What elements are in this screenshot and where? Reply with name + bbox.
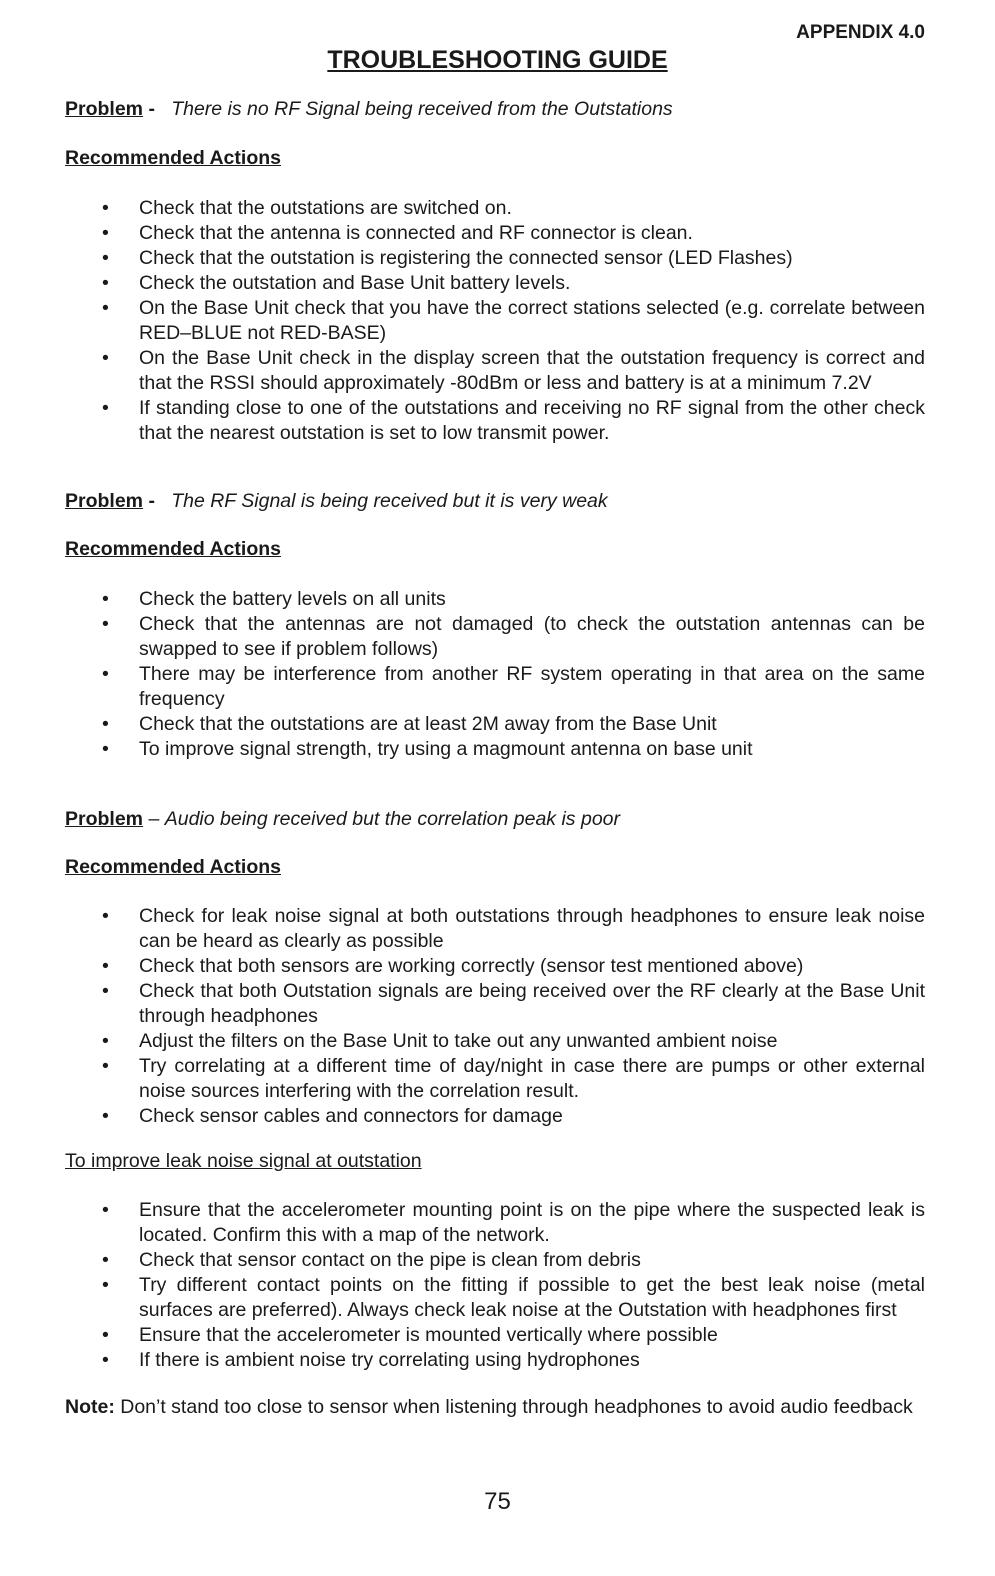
list-item: • Adjust the filters on the Base Unit to take out any unwanted ambient noise — [65, 1029, 925, 1054]
list-item: • There may be interference from another RF system operating in that area on the same frequency — [65, 662, 925, 712]
list-item: • Check that the outstations are at least 2M away from the Base Unit — [65, 712, 925, 737]
list-item: • To improve signal strength, try using a magmount antenna on base unit — [65, 737, 925, 762]
improve-heading: To improve leak noise signal at outstation — [65, 1150, 422, 1172]
list-item: • Check for leak noise signal at both outstations through headphones to ensure leak noise can be heard as clearly as possible — [65, 904, 925, 954]
list-item: • On the Base Unit check that you have the correct stations selected (e.g. correlate between RED–BLUE not RED-BASE) — [65, 296, 925, 346]
problem-1-line — [65, 97, 925, 122]
problem-separator: – — [143, 808, 165, 830]
problem-separator: - — [143, 98, 172, 120]
list-item: • Ensure that the accelerometer mounting point is on the pipe where the suspected leak is located. Confirm this with a map of the network. — [65, 1198, 925, 1248]
list-item: • Check the outstation and Base Unit battery levels. — [65, 271, 925, 296]
note — [65, 1395, 925, 1420]
recommended-actions-heading-3: Recommended Actions — [65, 856, 281, 878]
list-item: • Try correlating at a different time of day/night in case there are pumps or other external noise sources interfering with the correlation result. — [65, 1054, 925, 1104]
list-item: • Check that the antenna is connected and RF connector is clean. — [65, 221, 925, 246]
problem-2-line — [65, 489, 925, 514]
list-item: • Check sensor cables and connectors for damage — [65, 1104, 925, 1129]
problem-label: Problem — [65, 808, 144, 830]
list-item: • If there is ambient noise try correlating using hydrophones — [65, 1348, 925, 1373]
list-item: • Check that the antennas are not damaged (to check the outstation antennas can be swapped to see if problem follows) — [65, 612, 925, 662]
note-label: Note: — [65, 1396, 115, 1418]
improve-list — [65, 1198, 925, 1373]
recommended-actions-heading-1: Recommended Actions — [65, 147, 281, 169]
list-item: • Try different contact points on the fitting if possible to get the best leak noise (metal surfaces are preferred). Always check leak noise at the Outstation with headphones first — [65, 1273, 925, 1323]
problem-label: Problem — [65, 98, 144, 120]
problem-3-text: Audio being received but the correlation peak is poor — [164, 808, 621, 830]
problem-label: Problem — [65, 490, 144, 512]
list-item: • Check that sensor contact on the pipe is clean from debris — [65, 1248, 925, 1273]
list-item: • If standing close to one of the outstations and receiving no RF signal from the other check that the nearest outstation is set to low transmit power. — [65, 396, 925, 446]
problem-separator: - — [143, 490, 172, 512]
problem-3-line — [65, 807, 925, 832]
note-text: Don’t stand too close to sensor when listening through headphones to avoid audio feedback — [114, 1396, 913, 1418]
page-number: 75 — [484, 1488, 511, 1515]
list-item: • On the Base Unit check in the display screen that the outstation frequency is correct and that the RSSI should approximately -80dBm or less and battery is at a minimum 7.2V — [65, 346, 925, 396]
list-item: • Check that the outstation is registering the connected sensor (LED Flashes) — [65, 246, 925, 271]
actions-list-1 — [65, 196, 925, 446]
list-item: • Ensure that the accelerometer is mounted vertically where possible — [65, 1323, 925, 1348]
appendix-label: APPENDIX 4.0 — [796, 22, 925, 43]
list-item: • Check that both sensors are working correctly (sensor test mentioned above) — [65, 954, 925, 979]
actions-list-3 — [65, 904, 925, 1129]
list-item: • Check the battery levels on all units — [65, 587, 925, 612]
problem-1-text: There is no RF Signal being received from the Outstations — [171, 98, 673, 120]
page-title: TROUBLESHOOTING GUIDE — [327, 46, 668, 74]
list-item: • Check that both Outstation signals are being received over the RF clearly at the Base Unit through headphones — [65, 979, 925, 1029]
actions-list-2 — [65, 587, 925, 762]
problem-2-text: The RF Signal is being received but it is very weak — [171, 490, 608, 512]
list-item: • Check that the outstations are switched on. — [65, 196, 925, 221]
recommended-actions-heading-2: Recommended Actions — [65, 538, 281, 560]
